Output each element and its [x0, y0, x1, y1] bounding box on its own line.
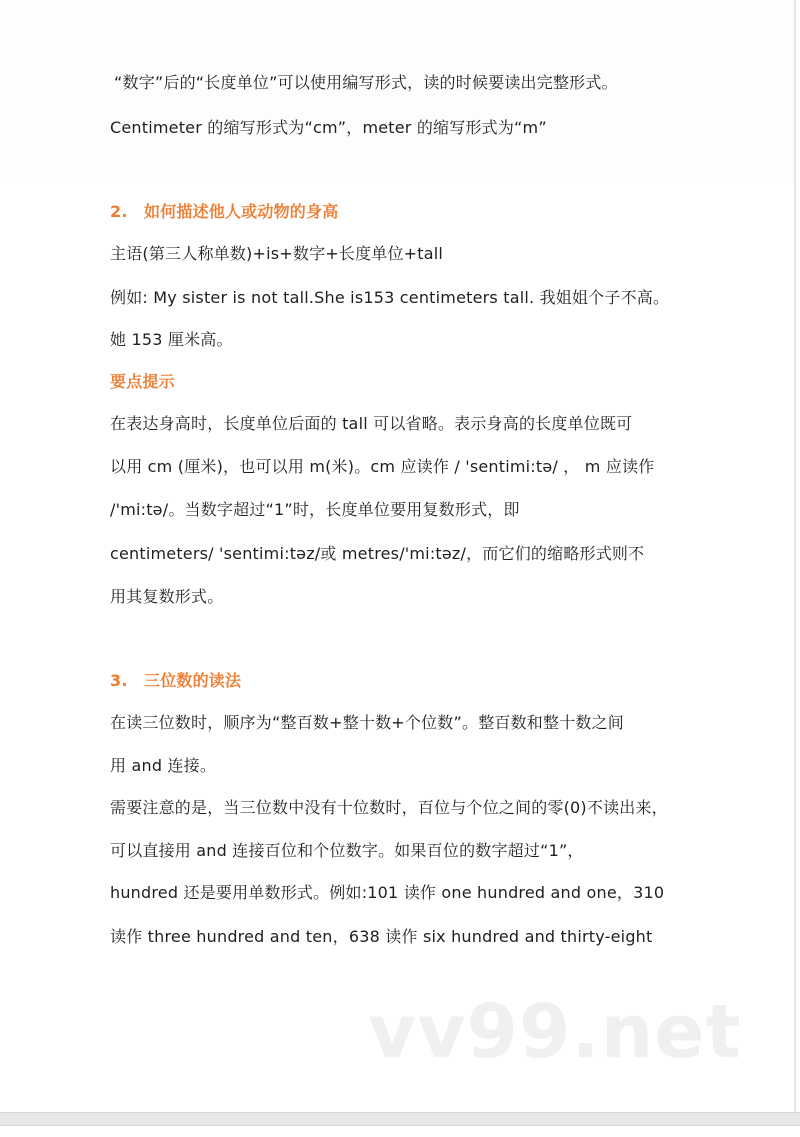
section-2-example-translation: 她 153 厘米高。	[110, 330, 233, 349]
intro-line-2: Centimeter 的缩写形式为“cm”，meter 的缩写形式为“m”	[110, 118, 547, 137]
watermark: vv99.net	[368, 989, 742, 1075]
section-2-number: 2.	[110, 202, 128, 221]
tips-line-2: 以用 cm (厘米)，也可以用 m(米)。cm 应读作 / 'sentimi:tə/ ， m 应读作	[110, 457, 655, 476]
section-3-line-6: 读作 three hundred and ten，638 读作 six hundred and thirty-eight	[110, 927, 653, 946]
intro-line-1: “数字”后的“长度单位”可以使用编写形式，读的时候要读出完整形式。	[114, 73, 618, 92]
section-3-line-4: 可以直接用 and 连接百位和个位数字。如果百位的数字超过“1”，	[110, 841, 584, 860]
page-separator	[0, 1112, 800, 1126]
section-3-number: 3.	[110, 671, 128, 690]
section-3-line-3: 需要注意的是，当三位数中没有十位数时，百位与个位之间的零(0)不读出来，	[110, 798, 668, 817]
tips-line-5: 用其复数形式。	[110, 587, 224, 606]
section-3-heading	[110, 670, 241, 692]
section-3-title: 三位数的读法	[144, 671, 242, 690]
next-page-edge	[0, 1126, 800, 1137]
section-2-example: 例如: My sister is not tall.She is153 centimeters tall. 我姐姐个子不高。	[110, 288, 670, 307]
section-2-heading	[110, 201, 338, 223]
section-2-title: 如何描述他人或动物的身高	[144, 202, 339, 221]
section-2-formula: 主语(第三人称单数)+is+数字+长度单位+tall	[110, 244, 444, 263]
tips-line-1: 在表达身高时，长度单位后面的 tall 可以省略。表示身高的长度单位既可	[110, 414, 633, 433]
tips-heading: 要点提示	[110, 372, 175, 391]
tips-line-3: /'mi:tə/。当数字超过“1”时，长度单位要用复数形式，即	[110, 500, 520, 519]
section-3-line-1: 在读三位数时，顺序为“整百数+整十数+个位数”。整百数和整十数之间	[110, 713, 624, 732]
tips-line-4: centimeters/ 'sentimi:təz/或 metres/'mi:təz/，而它们的缩略形式则不	[110, 544, 645, 563]
section-3-line-2: 用 and 连接。	[110, 756, 217, 775]
section-3-line-5: hundred 还是要用单数形式。例如:101 读作 one hundred and one，310	[110, 883, 665, 902]
